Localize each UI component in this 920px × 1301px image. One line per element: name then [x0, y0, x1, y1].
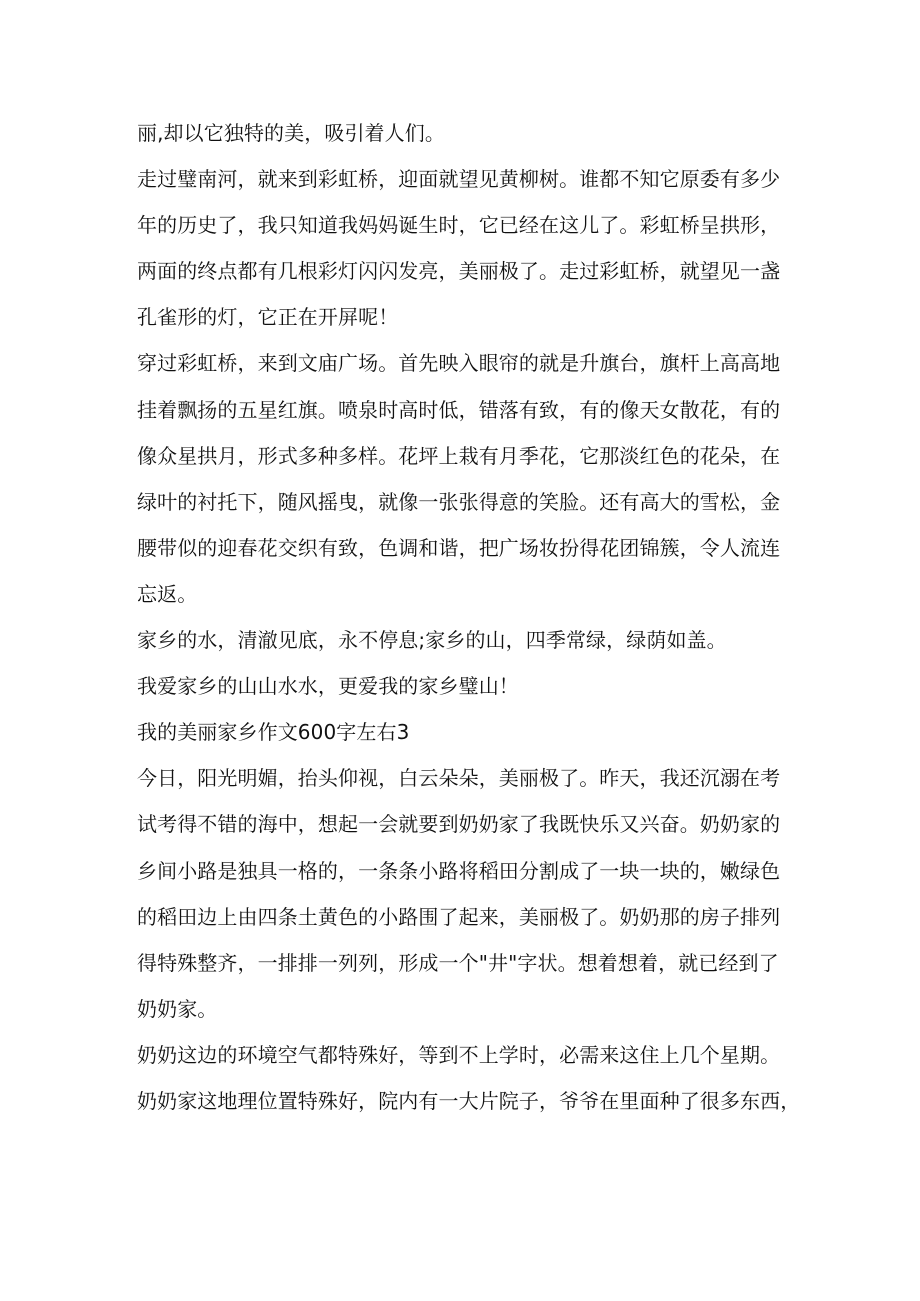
text-line: 奶奶家这地理位置特殊好，院内有一大片院子，爷爷在里面种了很多东西， [137, 1088, 801, 1113]
document-body [137, 110, 837, 1124]
text-line: 年的历史了，我只知道我妈妈诞生时，它已经在这儿了。彩虹桥呈拱形， [137, 213, 781, 238]
text-line: 乡间小路是独具一格的，一条条小路将稻田分割成了一块一块的，嫩绿色 [137, 858, 781, 883]
text-line: 我爱家乡的山山水水，更爱我的家乡璧山！ [137, 674, 519, 699]
text-line: 奶奶这边的环境空气都特殊好，等到不上学时，必需来这住上几个星期。 [137, 1042, 781, 1067]
text-line: 的稻田边上由四条土黄色的小路围了起来，美丽极了。奶奶那的房子排列 [137, 904, 781, 929]
text-line: 绿叶的衬托下，随风摇曳，就像一张张得意的笑脸。还有高大的雪松，金 [137, 489, 781, 514]
text-line: 穿过彩虹桥，来到文庙广场。首先映入眼帘的就是升旗台，旗杆上高高地 [137, 351, 781, 376]
text-line: 家乡的水，清澈见底，永不停息;家乡的山，四季常绿，绿荫如盖。 [137, 628, 727, 653]
text-line: 两面的终点都有几根彩灯闪闪发亮，美丽极了。走过彩虹桥，就望见一盏 [137, 259, 781, 284]
text-line: 孔雀形的灯，它正在开屏呢！ [137, 305, 399, 330]
text-line: 奶奶家。 [137, 996, 218, 1021]
text-line: 试考得不错的海中，想起一会就要到奶奶家了我既快乐又兴奋。奶奶家的 [137, 812, 781, 837]
text-line: 丽,却以它独特的美，吸引着人们。 [137, 121, 445, 145]
text-line: 腰带似的迎春花交织有致，色调和谐，把广场妆扮得花团锦簇，令人流连 [137, 535, 781, 560]
text-line: 走过璧南河，就来到彩虹桥，迎面就望见黄柳树。谁都不知它原委有多少 [137, 167, 781, 192]
section-heading: 我的美丽家乡作文600字左右3 [137, 720, 410, 745]
text-line: 忘返。 [137, 581, 198, 606]
text-line: 得特殊整齐，一排排一列列，形成一个"井"字状。想着想着，就已经到了 [137, 950, 779, 975]
text-line: 今日，阳光明媚，抬头仰视，白云朵朵，美丽极了。昨天，我还沉溺在考 [137, 766, 781, 791]
text-line: 挂着飘扬的五星红旗。喷泉时高时低，错落有致，有的像天女散花，有的 [137, 397, 781, 422]
text-line: 像众星拱月，形式多种多样。花坪上栽有月季花，它那淡红色的花朵，在 [137, 443, 781, 468]
